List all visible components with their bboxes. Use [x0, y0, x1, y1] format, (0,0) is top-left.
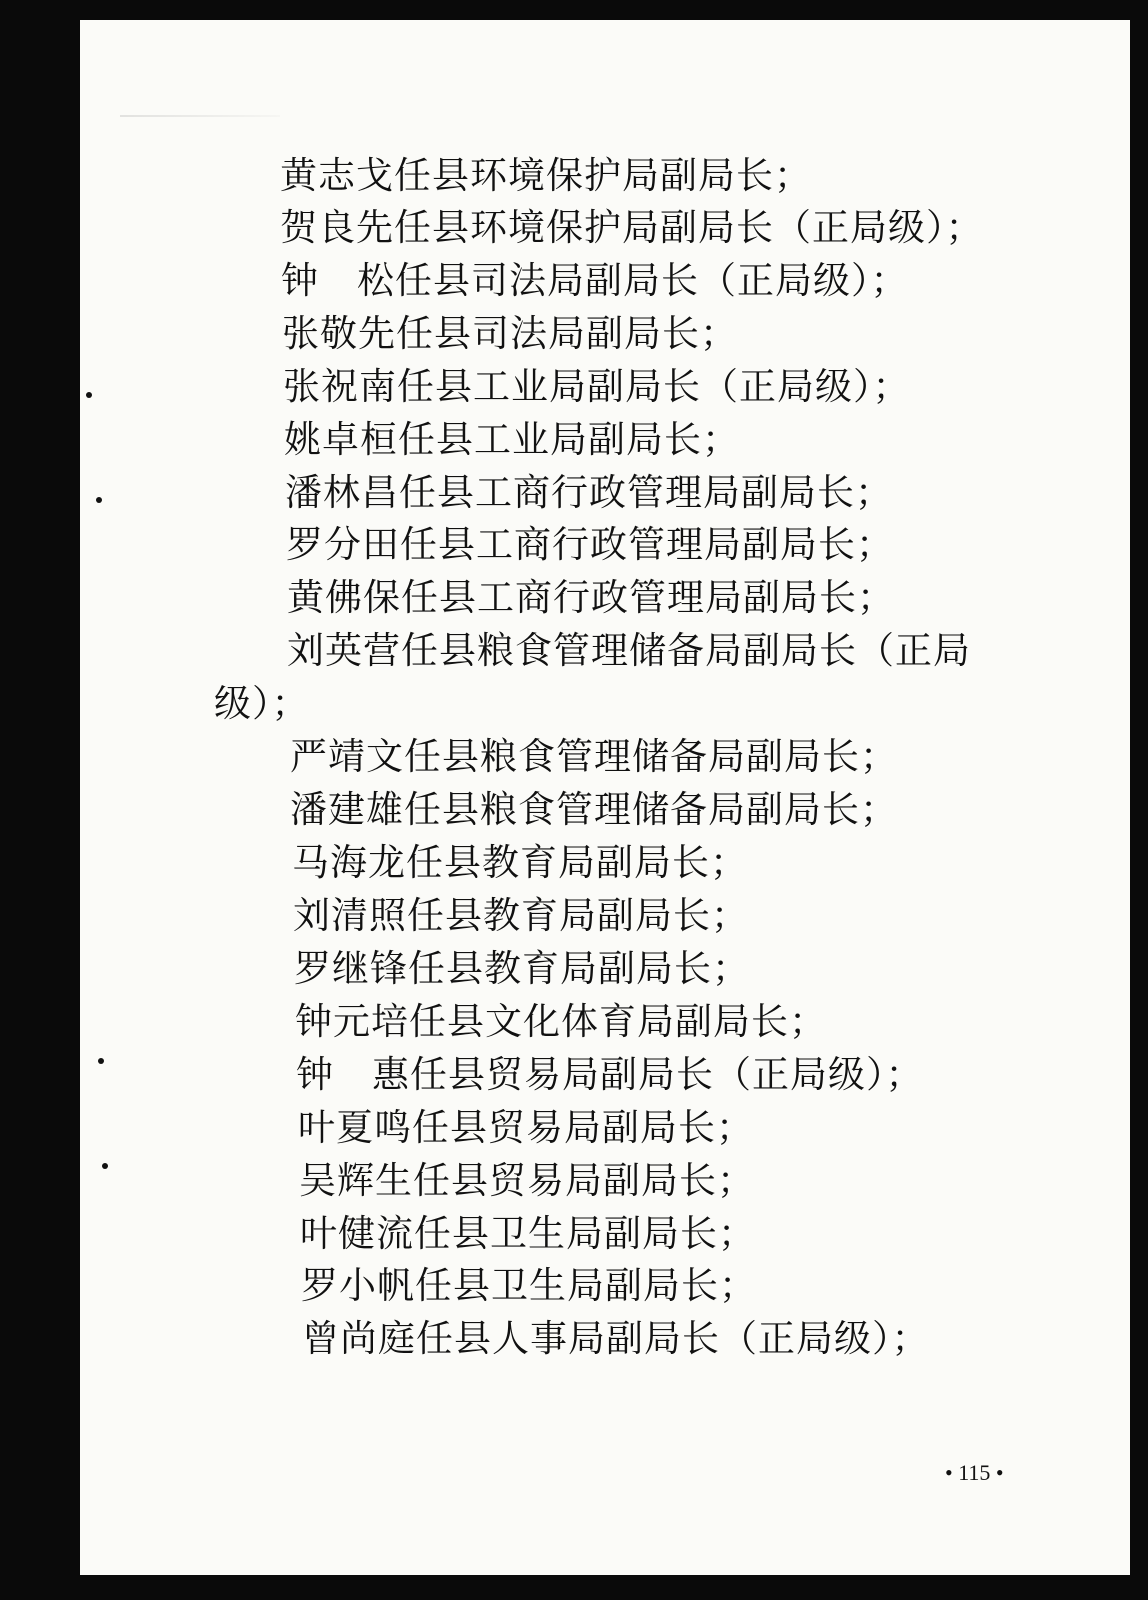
- text-line: 姚卓桓任县工业局副局长；: [284, 418, 740, 461]
- text-line: 刘清照任县教育局副局长；: [293, 894, 749, 937]
- text-line: 贺良先任县环境保护局副局长（正局级）；: [280, 206, 984, 249]
- page-number: • 115 •: [945, 1460, 1004, 1485]
- text-line: 钟元培任县文化体育局副局长；: [295, 1000, 827, 1043]
- text-line: 罗继锋任县教育局副局长；: [294, 947, 750, 990]
- text-line: 张祝南任县工业局副局长（正局级）；: [283, 365, 911, 408]
- text-line: 钟 惠任县贸易局副局长（正局级）；: [296, 1053, 924, 1096]
- text-line: 吴辉生任县贸易局副局长；: [299, 1159, 755, 1202]
- text-line: 张敬先任县司法局副局长；: [282, 312, 738, 355]
- document-page: [80, 20, 1130, 1575]
- text-line: 潘林昌任县工商行政管理局副局长；: [285, 471, 893, 514]
- text-line: 严靖文任县粮食管理储备局副局长；: [290, 735, 898, 778]
- text-line: 级）；: [214, 682, 310, 725]
- text-line: 黄佛保任县工商行政管理局副局长；: [287, 576, 895, 619]
- text-line: 曾尚庭任县人事局副局长（正局级）；: [302, 1317, 930, 1360]
- text-line: 潘建雄任县粮食管理储备局副局长；: [290, 788, 898, 831]
- text-line: 马海龙任县教育局副局长；: [292, 841, 748, 884]
- text-line: 叶夏鸣任县贸易局副局长；: [298, 1106, 754, 1149]
- text-line: 刘英营任县粮食管理储备局副局长（正局: [287, 629, 971, 672]
- text-line: 罗小帆任县卫生局副局长；: [301, 1264, 757, 1307]
- text-line: 叶健流任县卫生局副局长；: [300, 1212, 756, 1255]
- text-line: 钟 松任县司法局副局长（正局级）；: [281, 259, 909, 302]
- scan-smudge: [120, 115, 280, 117]
- binding-hole-mark: [98, 1058, 104, 1064]
- text-line: 罗分田任县工商行政管理局副局长；: [286, 523, 894, 566]
- binding-hole-mark: [86, 392, 92, 398]
- binding-hole-mark: [102, 1163, 108, 1169]
- binding-hole-mark: [96, 497, 102, 503]
- text-line: 黄志戈任县环境保护局副局长；: [280, 154, 812, 197]
